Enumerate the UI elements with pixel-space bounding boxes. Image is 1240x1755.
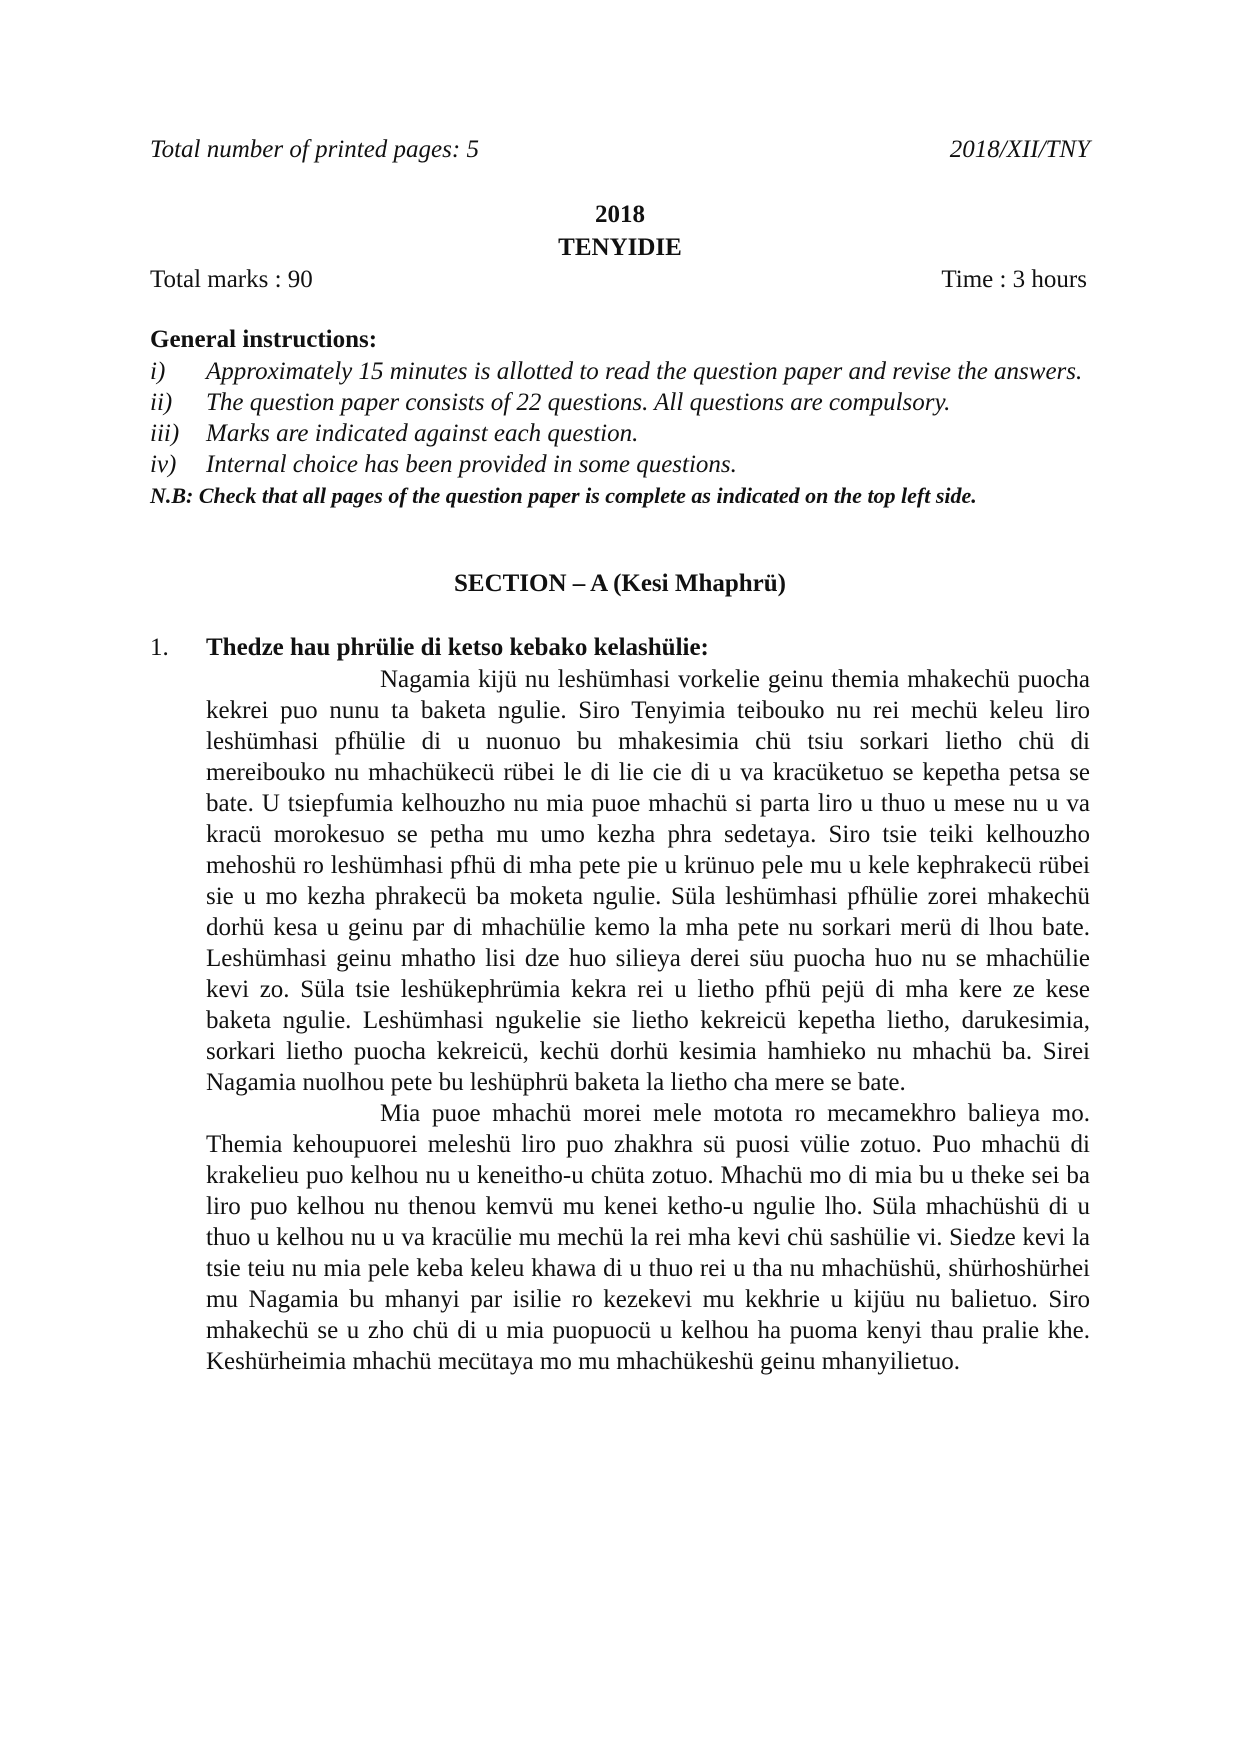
instruction-number: i): [150, 358, 166, 385]
exam-meta: [150, 264, 1087, 296]
total-marks: Total marks : 90: [150, 266, 313, 293]
instruction-text: Marks are indicated against each question.: [206, 420, 639, 447]
exam-title: [0, 198, 1240, 264]
nb-note: N.B: Check that all pages of the question paper is complete as indicated on the top left side.: [150, 483, 977, 508]
question-1: [150, 632, 1090, 1377]
general-instructions: [150, 324, 1090, 512]
passage-paragraph: Nagamia kijü nu leshümhasi vorkelie geinu themia mhakechü puocha kekrei puo nunu ta baketa ngulie. Siro Tenyimia teibouko nu rei mechü keleu liro leshümhasi pfhülie di u nuonuo bu mhakesimia chü tsiu sorkari lietho chü di mereibouko nu mhachükecü rübei le di lie cie di u va kracüketuo se kepetha petsa se bate. U tsiepfumia kelhouzho nu mia puoe mhachü si parta liro u thuo u mese nu u va kracü morokesuo se petha mu umo kezha phra sedetaya. Siro tsie teiki kelhouzho mehoshü ro leshümhasi pfhü di mha pete pie u krünuo pele mu u kele kephrakecü rübei sie u mo kezha phrakecü ba moketa ngulie. Süla leshümhasi pfhülie zorei mhakechü dorhü kesa u geinu par di mhachülie kemo la mha pete nu sorkari merü di lhou bate. Leshümhasi geinu mhatho lisi dze huo silieya derei süu puocha huo nu se mhachülie kevi zo. Süla tsie leshükephrümia kekra rei u lietho pfhü pejü di mha kere ze kese baketa ngulie. Leshümhasi ngukelie sie lietho kekreicü kepetha lietho, darukesimia, sorkari lietho puocha kekreicü, kechü dorhü kesimia hamhieko nu mhachü ba. Sirei Nagamia nuolhou pete bu leshüphrü baketa la lietho cha mere se bate.: [206, 666, 1090, 1096]
question-header: [150, 632, 1090, 664]
instructions-heading: General instructions:: [150, 326, 378, 353]
printed-pages-note: Total number of printed pages: 5: [150, 136, 479, 163]
paper-code: 2018/XII/TNY: [949, 136, 1090, 163]
instructions-list: [150, 356, 1090, 480]
exam-subject: TENYIDIE: [558, 234, 682, 261]
passage: [206, 664, 1090, 1377]
instruction-item: [150, 449, 1090, 480]
passage-paragraph: Mia puoe mhachü morei mele motota ro mecamekhro balieya mo. Themia kehoupuorei meleshü liro puo zhakhra sü puosi vülie zotuo. Puo mhachü di krakelieu puo kelhou nu u keneitho-u chüta zotuo. Mhachü mo di mia bu u theke sei ba liro puo kelhou nu thenou kemvü mu kenei ketho-u ngulie lho. Süla mhachüshü di u thuo u kelhou nu u va kracülie mu mechü la rei mha kevi chü sashülie vi. Siedze kevi la tsie teiu nu mia pele keba keleu khawa di u thuo rei u tha nu mhachüshü, shürhoshürhei mu Nagamia bu mhanyi par isilie ro kezekevi mu kekhrie u kijüu nu balietuo. Siro mhakechü se u zho chü di u mia puopuocü u kelhou ha puoma kenyi thau pralie khe. Keshürheimia mhachü mecütaya mo mu mhachükeshü geinu mhanyilietuo.: [206, 1100, 1090, 1375]
question-prompt: Thedze hau phrülie di ketso kebako kelashülie:: [206, 634, 709, 661]
instruction-number: iv): [150, 451, 177, 478]
instruction-text: Internal choice has been provided in some questions.: [206, 451, 737, 478]
exam-year: 2018: [595, 201, 645, 228]
page-header: [150, 134, 1090, 166]
question-number: 1.: [150, 634, 169, 661]
exam-time: Time : 3 hours: [941, 266, 1087, 293]
section-title: SECTION – A (Kesi Mhaphrü): [453, 570, 786, 597]
instruction-text: The question paper consists of 22 questions. All questions are compulsory.: [206, 389, 951, 416]
instruction-item: [150, 418, 1090, 449]
instruction-text: Approximately 15 minutes is allotted to read the question paper and revise the answers.: [206, 358, 1083, 385]
instruction-number: iii): [150, 420, 180, 447]
instruction-item: [150, 356, 1090, 387]
instruction-number: ii): [150, 389, 173, 416]
instruction-item: [150, 387, 1090, 418]
